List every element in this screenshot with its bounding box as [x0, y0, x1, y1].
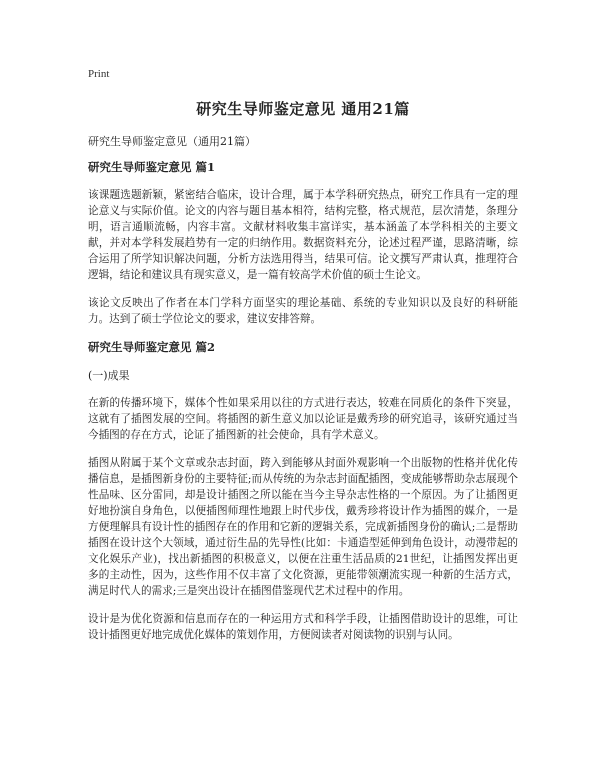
section-1-paragraph-1: 该课题选题新颖，紧密结合临床，设计合理，属于本学科研究热点，研究工作具有一定的理论意义与实际价值。论文的内容与题目基本相符，结构完整，格式规范，层次清楚，条理分明，语言通顺流畅，内容丰富。文献材料收集丰富详实，基本涵盖了本学科相关的主要文献，并对本学科发展趋势有一定的归纳作用。数据资料充分，论述过程严谨，思路清晰，综合运用了所学知识解决问题，分析方法选用得当，结果可信。论文撰写严肃认真，推理符合逻辑，结论和建议具有现实意义，是一篇有较高学术价值的硕士生论文。	[88, 189, 518, 281]
section-heading-2: 研究生导师鉴定意见 篇2	[88, 340, 216, 354]
section-2-paragraph-3: 设计是为优化资源和信息而存在的一种运用方式和科学手段，让插图借助设计的思维，可让设计插图更好地完成优化媒体的策划作用，方便阅读者对阅读物的识别与认同。	[88, 613, 518, 641]
section-2-label: (一)成果	[88, 369, 130, 382]
section-heading-1: 研究生导师鉴定意见 篇1	[88, 160, 216, 174]
section-2-paragraph-1: 在新的传播环境下，媒体个性如果采用以往的方式进行表达，较难在同质化的条件下突显，这就有了插图发展的空间。将插图的新生意义加以论证是戴秀珍的研究追寻，该研究通过当今插图的存在方式，论证了插图新的社会使命，具有学术意义。	[88, 397, 518, 441]
document-title: 研究生导师鉴定意见 通用21篇	[196, 100, 410, 118]
section-2-paragraph-2: 插图从附属于某个文章或杂志封面，跨入到能够从封面外观影响一个出版物的性格并优化传播信息，是插图新身份的主要特征;而从传统的为杂志封面配插图，变成能够帮助杂志展现个性品味、区分雷同，却是设计插图之所以能在当今主导杂志性格的一个原因。为了让插图更好地扮演自身角色，以便插图师理性地跟上时代步伐，戴秀珍将设计作为插图的媒介，一是方便理解具有设计性的插图存在的作用和它新的逻辑关系，完成新插图身份的确认;二是帮助插图在设计这个大领域，通过衍生品的先导性(比如：卡通造型延伸到角色设计，动漫带起的文化娱乐产业)，找出新插图的积极意义，以便在注重生活品质的21世纪，让插图发挥出更多的主动性，因为，这些作用不仅丰富了文化资源，更能带领潮流实现一种新的生活方式，满足时代人的需求;三是突出设计在插图借鉴现代艺术过程中的作用。	[88, 457, 518, 597]
document-subtitle: 研究生导师鉴定意见（通用21篇）	[88, 135, 256, 148]
print-link[interactable]: Print	[88, 68, 110, 80]
document-page	[88, 68, 518, 655]
section-1-paragraph-2: 该论文反映出了作者在本门学科方面坚实的理论基础、系统的专业知识以及良好的科研能力。达到了硕士学位论文的要求，建议安排答辩。	[88, 297, 518, 325]
